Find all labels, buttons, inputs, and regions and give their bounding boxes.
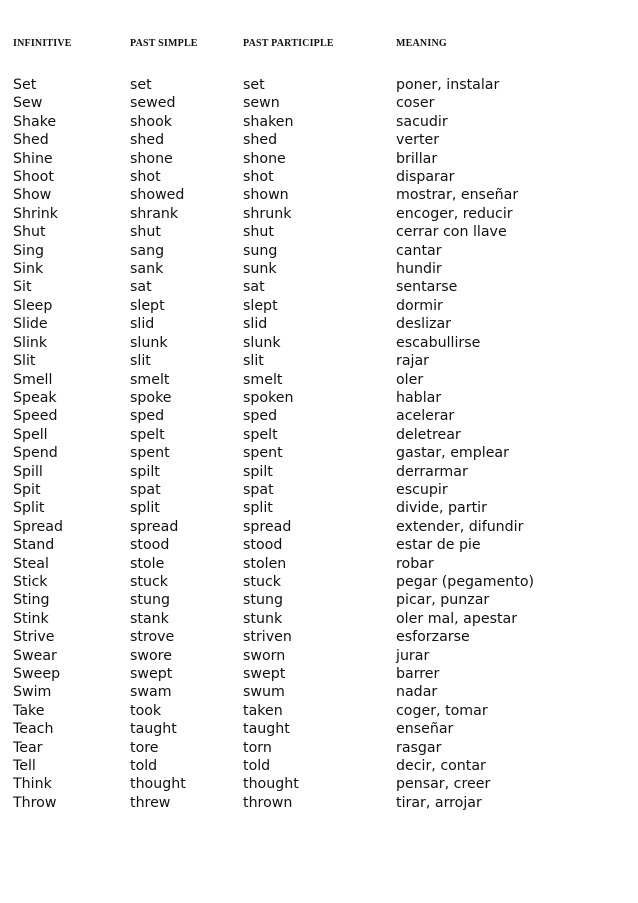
past-participle-cell: spread [243, 518, 292, 535]
table-row [0, 794, 638, 812]
past-participle-cell: spent [243, 445, 283, 462]
table-row [0, 315, 638, 333]
meaning-cell: sacudir [396, 113, 448, 130]
past-simple-cell: slit [130, 353, 151, 370]
past-simple-cell: slunk [130, 334, 168, 351]
table-row [0, 113, 638, 131]
infinitive-cell: Spend [13, 445, 58, 462]
table-row [0, 407, 638, 425]
meaning-cell: pegar (pegamento) [396, 573, 535, 590]
meaning-cell: robar [396, 555, 434, 572]
infinitive-cell: Stand [13, 537, 55, 554]
past-simple-cell: shrank [130, 205, 179, 222]
past-simple-cell: sewed [130, 95, 176, 112]
infinitive-cell: Smell [13, 371, 53, 388]
past-participle-cell: spelt [243, 426, 278, 443]
infinitive-cell: Tear [13, 739, 43, 756]
past-participle-cell: shed [243, 132, 278, 149]
past-participle-cell: thought [243, 776, 299, 793]
past-participle-cell: told [243, 758, 271, 775]
infinitive-cell: Shut [13, 224, 46, 241]
meaning-cell: divide, partir [396, 500, 487, 517]
infinitive-cell: Steal [13, 555, 49, 572]
meaning-cell: dormir [396, 297, 443, 314]
table-row [0, 536, 638, 554]
meaning-cell: barrer [396, 666, 440, 682]
infinitive-cell: Spill [13, 463, 43, 480]
infinitive-cell: Throw [13, 794, 57, 811]
infinitive-cell: Spit [13, 481, 41, 498]
past-participle-cell: spilt [243, 463, 273, 480]
past-simple-cell: slid [130, 316, 155, 333]
past-participle-cell: torn [243, 739, 272, 756]
infinitive-cell: Sleep [13, 297, 53, 314]
meaning-cell: escabullirse [396, 334, 481, 351]
table-row [0, 131, 638, 149]
past-participle-cell: thrown [243, 794, 293, 811]
past-simple-cell: shot [130, 169, 161, 186]
verb-table [0, 76, 638, 812]
table-row [0, 334, 638, 352]
past-participle-cell: stunk [243, 610, 283, 627]
past-participle-cell: shot [243, 169, 274, 186]
past-simple-cell: stank [130, 610, 169, 627]
meaning-cell: nadar [396, 684, 438, 701]
past-simple-cell: strove [130, 629, 175, 646]
meaning-cell: estar de pie [396, 537, 481, 554]
table-row [0, 555, 638, 573]
meaning-cell: extender, difundir [396, 518, 524, 535]
past-participle-cell: shaken [243, 113, 294, 130]
table-row [0, 702, 638, 720]
past-participle-cell: spat [243, 481, 274, 498]
table-row [0, 371, 638, 389]
past-simple-cell: smelt [130, 371, 170, 388]
meaning-cell: decir, contar [396, 758, 486, 775]
table-row [0, 463, 638, 481]
past-participle-cell: sunk [243, 261, 277, 278]
past-participle-cell: shone [243, 150, 286, 167]
meaning-cell: coger, tomar [396, 702, 488, 719]
past-simple-cell: spelt [130, 426, 165, 443]
past-participle-cell: sat [243, 279, 265, 296]
header-meaning: MEANING [396, 38, 447, 49]
table-row [0, 610, 638, 628]
meaning-cell: sentarse [396, 279, 458, 296]
past-participle-cell: swum [243, 684, 285, 701]
meaning-cell: picar, punzar [396, 592, 490, 609]
table-row [0, 205, 638, 223]
infinitive-cell: Set [13, 77, 37, 93]
meaning-cell: hundir [396, 261, 442, 278]
past-simple-cell: took [130, 702, 162, 719]
infinitive-cell: Slide [13, 316, 48, 333]
table-row [0, 665, 638, 683]
past-simple-cell: sang [130, 242, 165, 259]
past-participle-cell: stolen [243, 555, 287, 572]
past-participle-cell: swept [243, 666, 286, 682]
table-row [0, 260, 638, 278]
infinitive-cell: Shrink [13, 205, 58, 222]
past-participle-cell: taken [243, 702, 283, 719]
meaning-cell: esforzarse [396, 629, 470, 646]
past-participle-cell: stood [243, 537, 283, 554]
meaning-cell: derrarmar [396, 463, 468, 480]
past-participle-cell: sewn [243, 95, 280, 112]
table-row [0, 389, 638, 407]
past-participle-cell: sung [243, 242, 278, 259]
infinitive-cell: Stick [13, 573, 48, 590]
past-simple-cell: told [130, 758, 158, 775]
table-row [0, 499, 638, 517]
meaning-cell: pensar, creer [396, 776, 491, 793]
infinitive-cell: Sting [13, 592, 50, 609]
table-row [0, 720, 638, 738]
table-row [0, 444, 638, 462]
past-participle-cell: smelt [243, 371, 283, 388]
past-simple-cell: sank [130, 261, 164, 278]
infinitive-cell: Think [13, 776, 52, 793]
meaning-cell: rajar [396, 353, 429, 370]
infinitive-cell: Shoot [13, 169, 54, 186]
past-simple-cell: stood [130, 537, 170, 554]
meaning-cell: mostrar, enseñar [396, 187, 519, 204]
table-row [0, 223, 638, 241]
infinitive-cell: Sew [13, 95, 43, 112]
infinitive-cell: Shine [13, 150, 53, 167]
table-row [0, 647, 638, 665]
infinitive-cell: Sink [13, 261, 44, 278]
past-participle-cell: shrunk [243, 205, 292, 222]
past-simple-cell: spread [130, 518, 179, 535]
past-simple-cell: spilt [130, 463, 160, 480]
header-past-simple: PAST SIMPLE [130, 38, 198, 49]
meaning-cell: poner, instalar [396, 77, 500, 93]
infinitive-cell: Speak [13, 389, 57, 406]
past-simple-cell: taught [130, 721, 177, 738]
infinitive-cell: Show [13, 187, 52, 204]
past-participle-cell: slid [243, 316, 268, 333]
past-participle-cell: striven [243, 629, 292, 646]
infinitive-cell: Teach [13, 721, 54, 738]
table-row [0, 739, 638, 757]
infinitive-cell: Spell [13, 426, 48, 443]
infinitive-cell: Strive [13, 629, 55, 646]
past-simple-cell: stole [130, 555, 165, 572]
infinitive-cell: Shed [13, 132, 49, 149]
table-row [0, 683, 638, 701]
meaning-cell: oler [396, 371, 424, 388]
meaning-cell: disparar [396, 169, 455, 186]
past-simple-cell: swept [130, 666, 173, 682]
table-row [0, 757, 638, 775]
infinitive-cell: Swim [13, 684, 52, 701]
past-participle-cell: slit [243, 353, 264, 370]
past-simple-cell: shed [130, 132, 165, 149]
table-row [0, 76, 638, 94]
past-simple-cell: showed [130, 187, 185, 204]
past-participle-cell: split [243, 500, 273, 517]
meaning-cell: cantar [396, 242, 442, 259]
meaning-cell: jurar [396, 647, 430, 664]
infinitive-cell: Sit [13, 279, 32, 296]
meaning-cell: enseñar [396, 721, 454, 738]
infinitive-cell: Stink [13, 610, 49, 627]
past-participle-cell: stuck [243, 573, 281, 590]
past-simple-cell: set [130, 77, 152, 93]
infinitive-cell: Take [13, 702, 45, 719]
past-participle-cell: slunk [243, 334, 281, 351]
table-row [0, 426, 638, 444]
past-participle-cell: slept [243, 297, 278, 314]
past-simple-cell: stung [130, 592, 170, 609]
past-participle-cell: sworn [243, 647, 286, 664]
past-participle-cell: shown [243, 187, 289, 204]
meaning-cell: deletrear [396, 426, 461, 443]
meaning-cell: deslizar [396, 316, 451, 333]
meaning-cell: verter [396, 132, 440, 149]
infinitive-cell: Slit [13, 353, 36, 370]
meaning-cell: tirar, arrojar [396, 794, 482, 811]
meaning-cell: escupir [396, 481, 448, 498]
past-simple-cell: split [130, 500, 160, 517]
table-row [0, 94, 638, 112]
meaning-cell: gastar, emplear [396, 445, 509, 462]
infinitive-cell: Spread [13, 518, 63, 535]
meaning-cell: acelerar [396, 408, 455, 425]
meaning-cell: rasgar [396, 739, 442, 756]
header-past-participle: PAST PARTICIPLE [243, 38, 334, 49]
meaning-cell: cerrar con llave [396, 224, 507, 241]
past-simple-cell: spoke [130, 389, 172, 406]
past-participle-cell: stung [243, 592, 283, 609]
past-simple-cell: spat [130, 481, 161, 498]
header-infinitive: INFINITIVE [13, 38, 72, 49]
past-simple-cell: slept [130, 297, 165, 314]
past-participle-cell: shut [243, 224, 274, 241]
table-row [0, 481, 638, 499]
infinitive-cell: Sweep [13, 666, 61, 682]
meaning-cell: encoger, reducir [396, 205, 513, 222]
table-row [0, 775, 638, 793]
table-row [0, 573, 638, 591]
past-simple-cell: shook [130, 113, 172, 130]
infinitive-cell: Swear [13, 647, 57, 664]
table-row [0, 352, 638, 370]
table-row [0, 591, 638, 609]
past-simple-cell: sped [130, 408, 165, 425]
past-simple-cell: shone [130, 150, 173, 167]
infinitive-cell: Split [13, 500, 45, 517]
past-participle-cell: sped [243, 408, 278, 425]
infinitive-cell: Speed [13, 408, 58, 425]
past-simple-cell: swore [130, 647, 172, 664]
meaning-cell: hablar [396, 389, 442, 406]
table-row [0, 628, 638, 646]
past-simple-cell: thought [130, 776, 186, 793]
past-simple-cell: threw [130, 794, 171, 811]
table-row [0, 168, 638, 186]
table-row [0, 518, 638, 536]
past-simple-cell: stuck [130, 573, 168, 590]
past-participle-cell: taught [243, 721, 290, 738]
table-row [0, 186, 638, 204]
past-simple-cell: tore [130, 739, 159, 756]
infinitive-cell: Slink [13, 334, 48, 351]
table-row [0, 150, 638, 168]
table-row [0, 297, 638, 315]
past-participle-cell: spoken [243, 389, 294, 406]
past-simple-cell: spent [130, 445, 170, 462]
meaning-cell: coser [396, 95, 435, 112]
table-row [0, 242, 638, 260]
past-simple-cell: sat [130, 279, 152, 296]
past-simple-cell: swam [130, 684, 172, 701]
past-simple-cell: shut [130, 224, 161, 241]
table-header [0, 38, 638, 52]
table-row [0, 278, 638, 296]
infinitive-cell: Shake [13, 113, 57, 130]
infinitive-cell: Sing [13, 242, 44, 259]
past-participle-cell: set [243, 77, 265, 93]
infinitive-cell: Tell [13, 758, 36, 775]
meaning-cell: brillar [396, 150, 438, 167]
meaning-cell: oler mal, apestar [396, 610, 518, 627]
